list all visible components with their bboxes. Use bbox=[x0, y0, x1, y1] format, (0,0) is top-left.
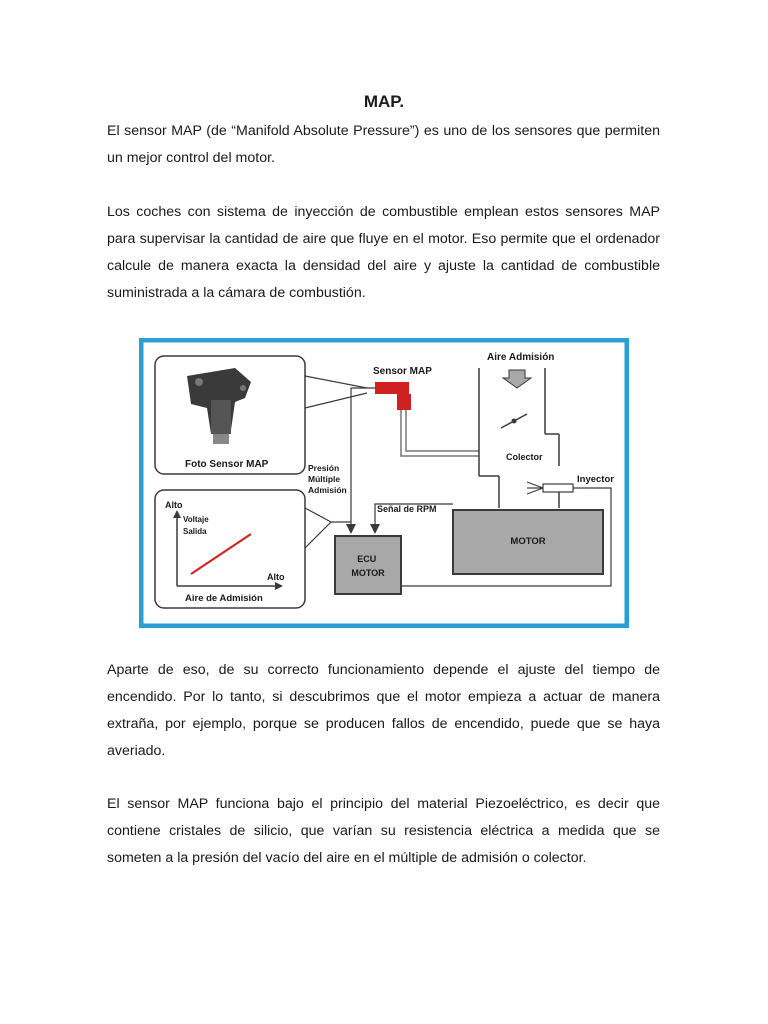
graph-y-label: Voltaje Salida bbox=[183, 515, 209, 536]
map-sensor-diagram bbox=[139, 338, 629, 628]
graph-x-high-label: Alto bbox=[267, 572, 285, 582]
sensor-map-label: Sensor MAP bbox=[373, 366, 432, 377]
paragraph-ignition: Aparte de eso, de su correcto funcionamiento depende el ajuste del tiempo de encendido. Por lo tanto, si descubrimos que el motor empieza a actuar de manera extraña, por ejemplo, porque se producen fallos de encendido, puede que se haya averiado. bbox=[107, 662, 660, 759]
paragraph-intro: El sensor MAP (de “Manifold Absolute Pressure”) es uno de los sensores que permiten un mejor control del motor. bbox=[107, 123, 660, 166]
graph-y-high-label: Alto bbox=[165, 500, 183, 510]
paragraph-injection: Los coches con sistema de inyección de combustible emplean estos sensores MAP para supervisar la cantidad de aire que fluye en el motor. Eso permite que el ordenador calcule de manera exacta la densidad del aire y ajuste la cantidad de combustible suministrada a la cámara de combustión. bbox=[107, 204, 660, 301]
ecu-box bbox=[335, 536, 401, 594]
page-title: MAP. bbox=[363, 92, 405, 111]
motor-label: MOTOR bbox=[510, 536, 546, 547]
graph-x-label: Aire de Admisión bbox=[185, 593, 263, 604]
rpm-signal-label: Señal de RPM bbox=[377, 504, 437, 514]
paragraph-principle: El sensor MAP funciona bajo el principio del material Piezoeléctrico, es decir que contiene cristales de silicio, que varían su resistencia eléctrica a medida que se someten a la presión del vacío del aire en el múltiple de admisión o colector. bbox=[107, 796, 660, 866]
pressure-label: Presión Múltiple Admisión bbox=[308, 463, 347, 495]
photo-label: Foto Sensor MAP bbox=[185, 459, 269, 470]
injector-label: Inyector bbox=[577, 474, 614, 485]
ecu-label: ECU MOTOR bbox=[351, 554, 385, 578]
air-intake-label: Aire Admisión bbox=[487, 352, 555, 363]
collector-label: Colector bbox=[506, 452, 543, 462]
